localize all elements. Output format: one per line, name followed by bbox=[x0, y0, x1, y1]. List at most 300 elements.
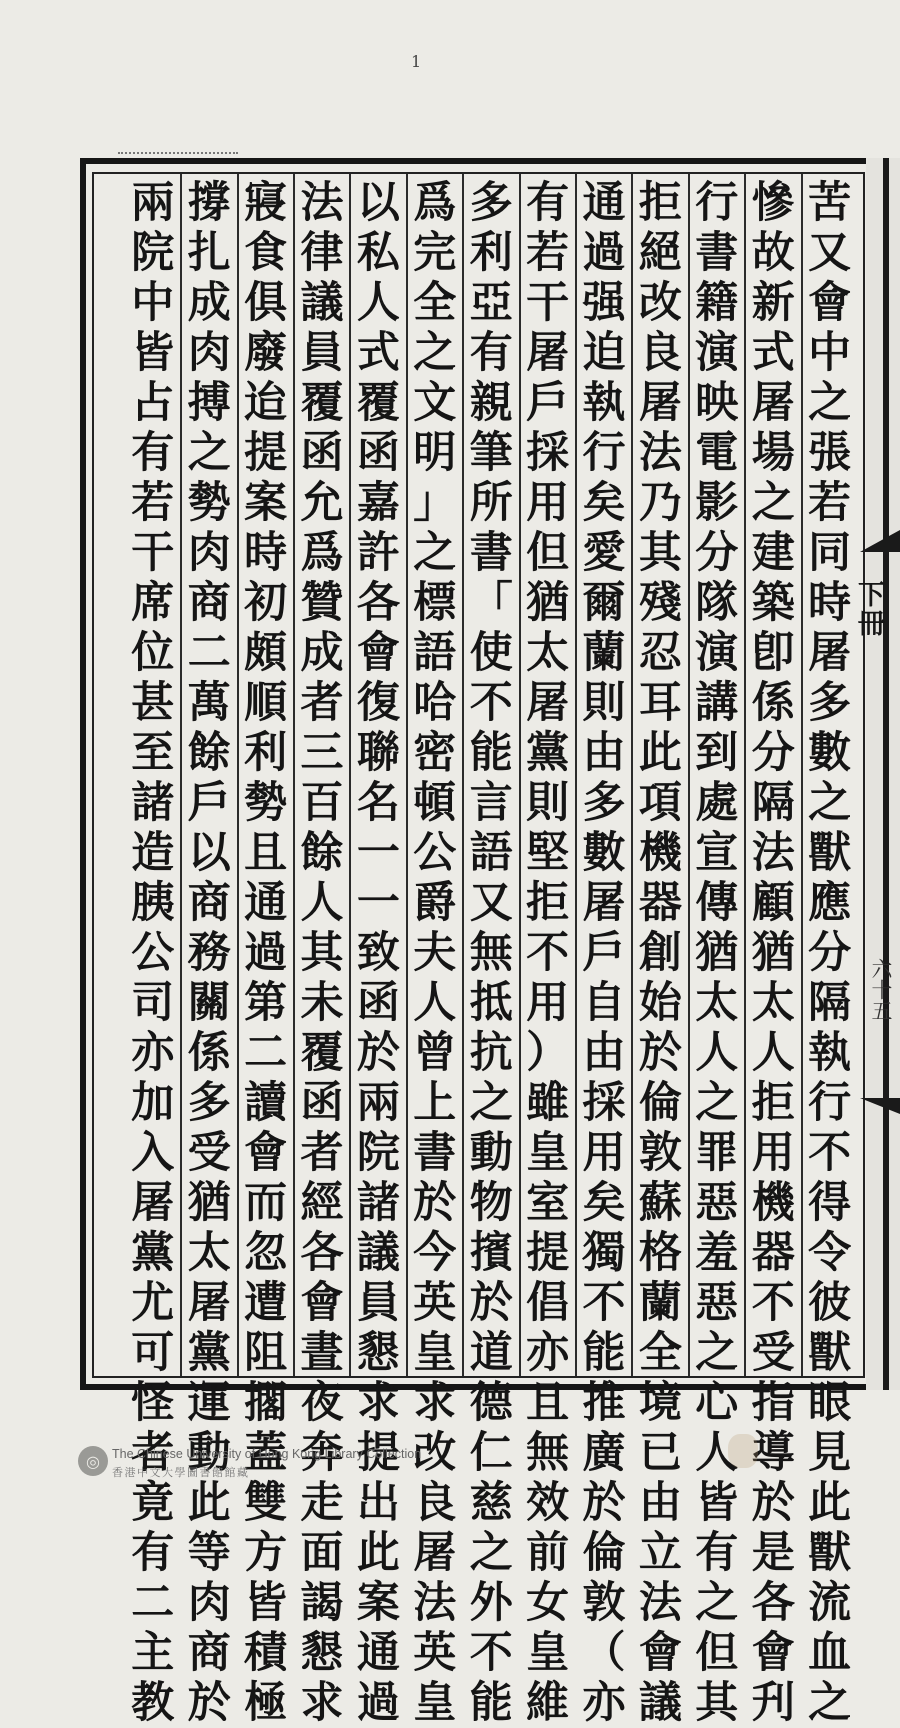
glyph: 多 bbox=[582, 778, 626, 828]
glyph: 通 bbox=[356, 1628, 400, 1678]
glyph: 成 bbox=[187, 278, 231, 328]
glyph: 提 bbox=[356, 1428, 400, 1478]
glyph: 猶 bbox=[526, 578, 570, 628]
glyph: 能 bbox=[469, 1678, 513, 1728]
glyph: 黨 bbox=[526, 728, 570, 778]
glyph: 甚 bbox=[131, 678, 175, 728]
glyph: 器 bbox=[751, 1228, 795, 1278]
glyph: 加 bbox=[131, 1078, 175, 1128]
glyph: 行 bbox=[582, 428, 626, 478]
glyph: 用 bbox=[526, 978, 570, 1028]
glyph: 場 bbox=[751, 428, 795, 478]
glyph: 且 bbox=[526, 1378, 570, 1428]
glyph: 導 bbox=[751, 1428, 795, 1478]
glyph: 寢 bbox=[244, 178, 288, 228]
glyph: 皇 bbox=[526, 1628, 570, 1678]
glyph: 擱 bbox=[244, 1378, 288, 1428]
glyph: 親 bbox=[469, 378, 513, 428]
glyph: 造 bbox=[131, 828, 175, 878]
glyph: 贊 bbox=[300, 578, 344, 628]
glyph: 而 bbox=[244, 1178, 288, 1228]
glyph: 俱 bbox=[244, 278, 288, 328]
glyph: 允 bbox=[300, 478, 344, 528]
glyph: 怪 bbox=[131, 1378, 175, 1428]
glyph: 有 bbox=[469, 328, 513, 378]
glyph: 書 bbox=[695, 228, 739, 278]
glyph: 女 bbox=[526, 1578, 570, 1628]
glyph: 覆 bbox=[300, 378, 344, 428]
glyph: 議 bbox=[300, 278, 344, 328]
glyph: 謁 bbox=[300, 1578, 344, 1628]
glyph: 各 bbox=[356, 578, 400, 628]
glyph: 隊 bbox=[695, 578, 739, 628]
glyph: 會 bbox=[808, 278, 852, 328]
glyph: 罪 bbox=[695, 1128, 739, 1178]
glyph: 全 bbox=[638, 1328, 682, 1378]
glyph: 但 bbox=[526, 528, 570, 578]
folio-number: 六十五 bbox=[869, 958, 893, 1021]
glyph: 由 bbox=[582, 728, 626, 778]
glyph: 等 bbox=[187, 1528, 231, 1578]
glyph: 於 bbox=[469, 1278, 513, 1328]
glyph: 執 bbox=[582, 378, 626, 428]
glyph: 人 bbox=[751, 1028, 795, 1078]
glyph: 院 bbox=[356, 1128, 400, 1178]
glyph: 諸 bbox=[131, 778, 175, 828]
glyph: 立 bbox=[638, 1528, 682, 1578]
glyph: 頓 bbox=[413, 778, 457, 828]
glyph: 拒 bbox=[526, 878, 570, 928]
glyph: 通 bbox=[582, 178, 626, 228]
glyph: 外 bbox=[469, 1578, 513, 1628]
glyph: 入 bbox=[131, 1128, 175, 1178]
glyph: 流 bbox=[808, 1578, 852, 1628]
glyph: 拒 bbox=[638, 178, 682, 228]
glyph: 書 bbox=[413, 1128, 457, 1178]
glyph: 屠 bbox=[413, 1528, 457, 1578]
glyph: 之 bbox=[808, 378, 852, 428]
glyph: 案 bbox=[356, 1578, 400, 1628]
glyph: 分 bbox=[695, 528, 739, 578]
glyph: 自 bbox=[582, 978, 626, 1028]
glyph: 創 bbox=[638, 928, 682, 978]
glyph: 全 bbox=[413, 278, 457, 328]
glyph: 倫 bbox=[638, 1078, 682, 1128]
glyph: 始 bbox=[638, 978, 682, 1028]
glyph: 此 bbox=[808, 1478, 852, 1528]
glyph: 求 bbox=[300, 1678, 344, 1728]
glyph: 維 bbox=[526, 1678, 570, 1728]
glyph: 電 bbox=[695, 428, 739, 478]
glyph: 勢 bbox=[244, 778, 288, 828]
glyph: 其 bbox=[300, 928, 344, 978]
glyph: 卽 bbox=[751, 628, 795, 678]
glyph: 故 bbox=[751, 228, 795, 278]
glyph: 執 bbox=[808, 1028, 852, 1078]
glyph: 若 bbox=[526, 228, 570, 278]
glyph: 致 bbox=[356, 928, 400, 978]
glyph: 室 bbox=[526, 1178, 570, 1228]
glyph: 其 bbox=[695, 1678, 739, 1728]
glyph: 提 bbox=[526, 1228, 570, 1278]
glyph: 初 bbox=[244, 578, 288, 628]
glyph: 又 bbox=[808, 228, 852, 278]
glyph: 屠 bbox=[526, 678, 570, 728]
glyph: 皆 bbox=[131, 328, 175, 378]
glyph: 又 bbox=[469, 878, 513, 928]
glyph: 同 bbox=[808, 528, 852, 578]
glyph: 會 bbox=[300, 1278, 344, 1328]
glyph: 良 bbox=[413, 1478, 457, 1528]
glyph: 百 bbox=[300, 778, 344, 828]
glyph: 「 bbox=[469, 578, 513, 628]
glyph: 院 bbox=[131, 228, 175, 278]
glyph: （ bbox=[582, 1628, 626, 1678]
glyph: 矣 bbox=[582, 1178, 626, 1228]
glyph: 廢 bbox=[244, 328, 288, 378]
glyph: 尤 bbox=[131, 1278, 175, 1328]
glyph: 得 bbox=[808, 1178, 852, 1228]
glyph: 會 bbox=[244, 1128, 288, 1178]
glyph: 扎 bbox=[187, 228, 231, 278]
glyph: 食 bbox=[244, 228, 288, 278]
glyph: 亞 bbox=[469, 278, 513, 328]
paper-stain bbox=[728, 1434, 758, 1468]
glyph: 强 bbox=[582, 278, 626, 328]
glyph: 若 bbox=[131, 478, 175, 528]
glyph: 以 bbox=[187, 828, 231, 878]
glyph: 眼 bbox=[808, 1378, 852, 1428]
glyph: 商 bbox=[187, 578, 231, 628]
glyph: 餘 bbox=[187, 728, 231, 778]
glyph: 私 bbox=[356, 228, 400, 278]
glyph: 受 bbox=[751, 1328, 795, 1378]
glyph: 屠 bbox=[638, 378, 682, 428]
glyph: 過 bbox=[582, 228, 626, 278]
glyph: 能 bbox=[582, 1328, 626, 1378]
glyph: 會 bbox=[356, 628, 400, 678]
text-column bbox=[745, 178, 801, 1728]
glyph: 遭 bbox=[244, 1278, 288, 1328]
glyph: 於 bbox=[638, 1028, 682, 1078]
glyph: 擯 bbox=[469, 1228, 513, 1278]
glyph: 慈 bbox=[469, 1478, 513, 1528]
text-column bbox=[520, 178, 576, 1728]
glyph: 於 bbox=[751, 1478, 795, 1528]
glyph: 函 bbox=[300, 1078, 344, 1128]
glyph: 映 bbox=[695, 378, 739, 428]
glyph: 位 bbox=[131, 628, 175, 678]
glyph: 於 bbox=[187, 1678, 231, 1728]
glyph: 行 bbox=[808, 1078, 852, 1128]
glyph: 之 bbox=[695, 1078, 739, 1128]
text-column bbox=[125, 178, 181, 1728]
glyph: 通 bbox=[244, 878, 288, 928]
glyph: 多 bbox=[187, 1078, 231, 1128]
glyph: 三 bbox=[300, 728, 344, 778]
glyph: 曾 bbox=[413, 1028, 457, 1078]
glyph: 講 bbox=[695, 678, 739, 728]
glyph: 語 bbox=[469, 828, 513, 878]
glyph: 數 bbox=[808, 728, 852, 778]
glyph: 二 bbox=[131, 1578, 175, 1628]
glyph: 人 bbox=[300, 878, 344, 928]
glyph: 文 bbox=[413, 378, 457, 428]
glyph: 不 bbox=[751, 1278, 795, 1328]
glyph: 奔 bbox=[300, 1428, 344, 1478]
glyph: 一 bbox=[356, 878, 400, 928]
glyph: 以 bbox=[356, 178, 400, 228]
glyph: 者 bbox=[131, 1428, 175, 1478]
glyph: 所 bbox=[469, 478, 513, 528]
glyph: 亦 bbox=[526, 1328, 570, 1378]
glyph: 英 bbox=[413, 1278, 457, 1328]
glyph: 之 bbox=[469, 1078, 513, 1128]
glyph: 竟 bbox=[131, 1478, 175, 1528]
glyph: 蓋 bbox=[244, 1428, 288, 1478]
glyph: 積 bbox=[244, 1628, 288, 1678]
glyph: 關 bbox=[187, 978, 231, 1028]
glyph: 員 bbox=[356, 1278, 400, 1328]
glyph: 蘭 bbox=[638, 1278, 682, 1328]
glyph: 隔 bbox=[808, 978, 852, 1028]
text-column bbox=[181, 178, 237, 1728]
glyph: 動 bbox=[469, 1128, 513, 1178]
glyph: 上 bbox=[413, 1078, 457, 1128]
glyph: 多 bbox=[469, 178, 513, 228]
glyph: 之 bbox=[469, 1528, 513, 1578]
glyph: 肉 bbox=[187, 328, 231, 378]
glyph: 行 bbox=[695, 178, 739, 228]
glyph: 明 bbox=[413, 428, 457, 478]
glyph: 惡 bbox=[695, 1178, 739, 1228]
glyph: 雙 bbox=[244, 1478, 288, 1528]
glyph: 第 bbox=[244, 978, 288, 1028]
glyph: 改 bbox=[638, 278, 682, 328]
glyph: 公 bbox=[413, 828, 457, 878]
glyph: 一 bbox=[356, 828, 400, 878]
glyph: 乃 bbox=[638, 478, 682, 528]
glyph: 有 bbox=[131, 1528, 175, 1578]
glyph: 肉 bbox=[187, 528, 231, 578]
glyph: 兩 bbox=[131, 178, 175, 228]
glyph: 雖 bbox=[526, 1078, 570, 1128]
glyph: 倫 bbox=[582, 1528, 626, 1578]
glyph: 不 bbox=[469, 678, 513, 728]
glyph: 太 bbox=[751, 978, 795, 1028]
glyph: 運 bbox=[187, 1378, 231, 1428]
glyph: 司 bbox=[131, 978, 175, 1028]
glyph: 名 bbox=[356, 778, 400, 828]
glyph: 新 bbox=[751, 278, 795, 328]
glyph: 屠 bbox=[808, 628, 852, 678]
glyph: 成 bbox=[300, 628, 344, 678]
glyph: 受 bbox=[187, 1128, 231, 1178]
glyph: 會 bbox=[638, 1628, 682, 1678]
glyph: ） bbox=[526, 1028, 570, 1078]
glyph: 走 bbox=[300, 1478, 344, 1528]
glyph: 完 bbox=[413, 228, 457, 278]
glyph: 見 bbox=[808, 1428, 852, 1478]
glyph: 由 bbox=[638, 1478, 682, 1528]
glyph: 法 bbox=[638, 1578, 682, 1628]
glyph: 絕 bbox=[638, 228, 682, 278]
volume-label: 下冊 bbox=[853, 580, 884, 638]
glyph: 顧 bbox=[751, 878, 795, 928]
glyph: 法 bbox=[751, 828, 795, 878]
collection-credit-zh: 香港中文大學圖書館館藏 bbox=[112, 1466, 250, 1479]
glyph: 過 bbox=[244, 928, 288, 978]
glyph: 夫 bbox=[413, 928, 457, 978]
glyph: 機 bbox=[638, 828, 682, 878]
glyph: 利 bbox=[469, 228, 513, 278]
text-column bbox=[632, 178, 688, 1728]
glyph: 但 bbox=[695, 1628, 739, 1678]
glyph: 格 bbox=[638, 1228, 682, 1278]
glyph: 復 bbox=[356, 678, 400, 728]
glyph: 皆 bbox=[695, 1478, 739, 1528]
glyph: 書 bbox=[469, 528, 513, 578]
glyph: 干 bbox=[526, 278, 570, 328]
glyph: 今 bbox=[413, 1228, 457, 1278]
glyph: 且 bbox=[244, 828, 288, 878]
glyph: 中 bbox=[808, 328, 852, 378]
glyph: 之 bbox=[751, 478, 795, 528]
glyph: 項 bbox=[638, 778, 682, 828]
glyph: 可 bbox=[131, 1328, 175, 1378]
glyph: 令 bbox=[808, 1228, 852, 1278]
glyph: 屠 bbox=[187, 1278, 231, 1328]
glyph: 法 bbox=[638, 428, 682, 478]
glyph: 籍 bbox=[695, 278, 739, 328]
glyph: 境 bbox=[638, 1378, 682, 1428]
glyph: 人 bbox=[413, 978, 457, 1028]
glyph: 影 bbox=[695, 478, 739, 528]
glyph: 商 bbox=[187, 1628, 231, 1678]
glyph: 面 bbox=[300, 1528, 344, 1578]
glyph: 皇 bbox=[526, 1128, 570, 1178]
text-column bbox=[294, 178, 350, 1728]
glyph: 利 bbox=[244, 728, 288, 778]
glyph: 函 bbox=[356, 978, 400, 1028]
glyph: 用 bbox=[751, 1128, 795, 1178]
glyph: 彼 bbox=[808, 1278, 852, 1328]
glyph: 則 bbox=[526, 778, 570, 828]
glyph: 阻 bbox=[244, 1328, 288, 1378]
glyph: 之 bbox=[808, 778, 852, 828]
glyph: 許 bbox=[356, 528, 400, 578]
glyph: 獸 bbox=[808, 1528, 852, 1578]
glyph: 言 bbox=[469, 778, 513, 828]
glyph: 英 bbox=[413, 1628, 457, 1678]
glyph: 物 bbox=[469, 1178, 513, 1228]
glyph: 過 bbox=[356, 1678, 400, 1728]
glyph: 抗 bbox=[469, 1028, 513, 1078]
glyph: 二 bbox=[244, 1028, 288, 1078]
glyph: 獸 bbox=[808, 1328, 852, 1378]
glyph: 數 bbox=[582, 828, 626, 878]
glyph: 於 bbox=[356, 1028, 400, 1078]
glyph: 用 bbox=[526, 478, 570, 528]
glyph: 迨 bbox=[244, 378, 288, 428]
glyph: 順 bbox=[244, 678, 288, 728]
glyph: 律 bbox=[300, 228, 344, 278]
glyph: 獸 bbox=[808, 828, 852, 878]
glyph: 二 bbox=[187, 628, 231, 678]
glyph: 戶 bbox=[582, 928, 626, 978]
text-column bbox=[407, 178, 463, 1728]
glyph: 此 bbox=[187, 1478, 231, 1528]
glyph: 密 bbox=[413, 728, 457, 778]
glyph: 德 bbox=[469, 1378, 513, 1428]
glyph: 係 bbox=[187, 1028, 231, 1078]
glyph: 之 bbox=[413, 328, 457, 378]
glyph: 採 bbox=[582, 1078, 626, 1128]
glyph: 經 bbox=[300, 1178, 344, 1228]
glyph: 此 bbox=[638, 728, 682, 778]
glyph: 黨 bbox=[131, 1228, 175, 1278]
glyph: 血 bbox=[808, 1628, 852, 1678]
glyph: 有 bbox=[131, 428, 175, 478]
glyph: 無 bbox=[526, 1428, 570, 1478]
glyph: 求 bbox=[413, 1378, 457, 1428]
glyph: 多 bbox=[808, 678, 852, 728]
glyph: 搏 bbox=[187, 378, 231, 428]
glyph: 語 bbox=[413, 628, 457, 678]
glyph: 者 bbox=[300, 678, 344, 728]
collection-credit-en: The Chinese University of Hong Kong Library Collection bbox=[112, 1447, 422, 1461]
glyph: 蘭 bbox=[582, 628, 626, 678]
glyph: 爲 bbox=[413, 178, 457, 228]
glyph: 公 bbox=[131, 928, 175, 978]
glyph: 猶 bbox=[187, 1178, 231, 1228]
glyph: 爾 bbox=[582, 578, 626, 628]
glyph: 無 bbox=[469, 928, 513, 978]
glyph: 猶 bbox=[695, 928, 739, 978]
glyph: 使 bbox=[469, 628, 513, 678]
glyph: 中 bbox=[131, 278, 175, 328]
glyph: 分 bbox=[808, 928, 852, 978]
glyph: 係 bbox=[751, 678, 795, 728]
glyph: 之 bbox=[695, 1578, 739, 1628]
glyph: 肉 bbox=[187, 1578, 231, 1628]
glyph: 到 bbox=[695, 728, 739, 778]
library-logo-icon: ◎ bbox=[78, 1446, 108, 1476]
glyph: 指 bbox=[751, 1378, 795, 1428]
glyph: 猶 bbox=[751, 928, 795, 978]
glyph: 前 bbox=[526, 1528, 570, 1578]
glyph: 極 bbox=[244, 1678, 288, 1728]
glyph: 之 bbox=[413, 528, 457, 578]
glyph: 時 bbox=[244, 528, 288, 578]
glyph: 於 bbox=[413, 1178, 457, 1228]
glyph: 教 bbox=[131, 1678, 175, 1728]
glyph: 推 bbox=[582, 1378, 626, 1428]
glyph: 皇 bbox=[413, 1328, 457, 1378]
glyph: 人 bbox=[695, 1428, 739, 1478]
glyph: 蘇 bbox=[638, 1178, 682, 1228]
glyph: 迫 bbox=[582, 328, 626, 378]
glyph: 懇 bbox=[356, 1328, 400, 1378]
glyph: 動 bbox=[187, 1428, 231, 1478]
glyph: 道 bbox=[469, 1328, 513, 1378]
glyph: 良 bbox=[638, 328, 682, 378]
glyph: 萬 bbox=[187, 678, 231, 728]
glyph: 愛 bbox=[582, 528, 626, 578]
glyph: 張 bbox=[808, 428, 852, 478]
text-column bbox=[463, 178, 519, 1728]
glyph: 太 bbox=[695, 978, 739, 1028]
